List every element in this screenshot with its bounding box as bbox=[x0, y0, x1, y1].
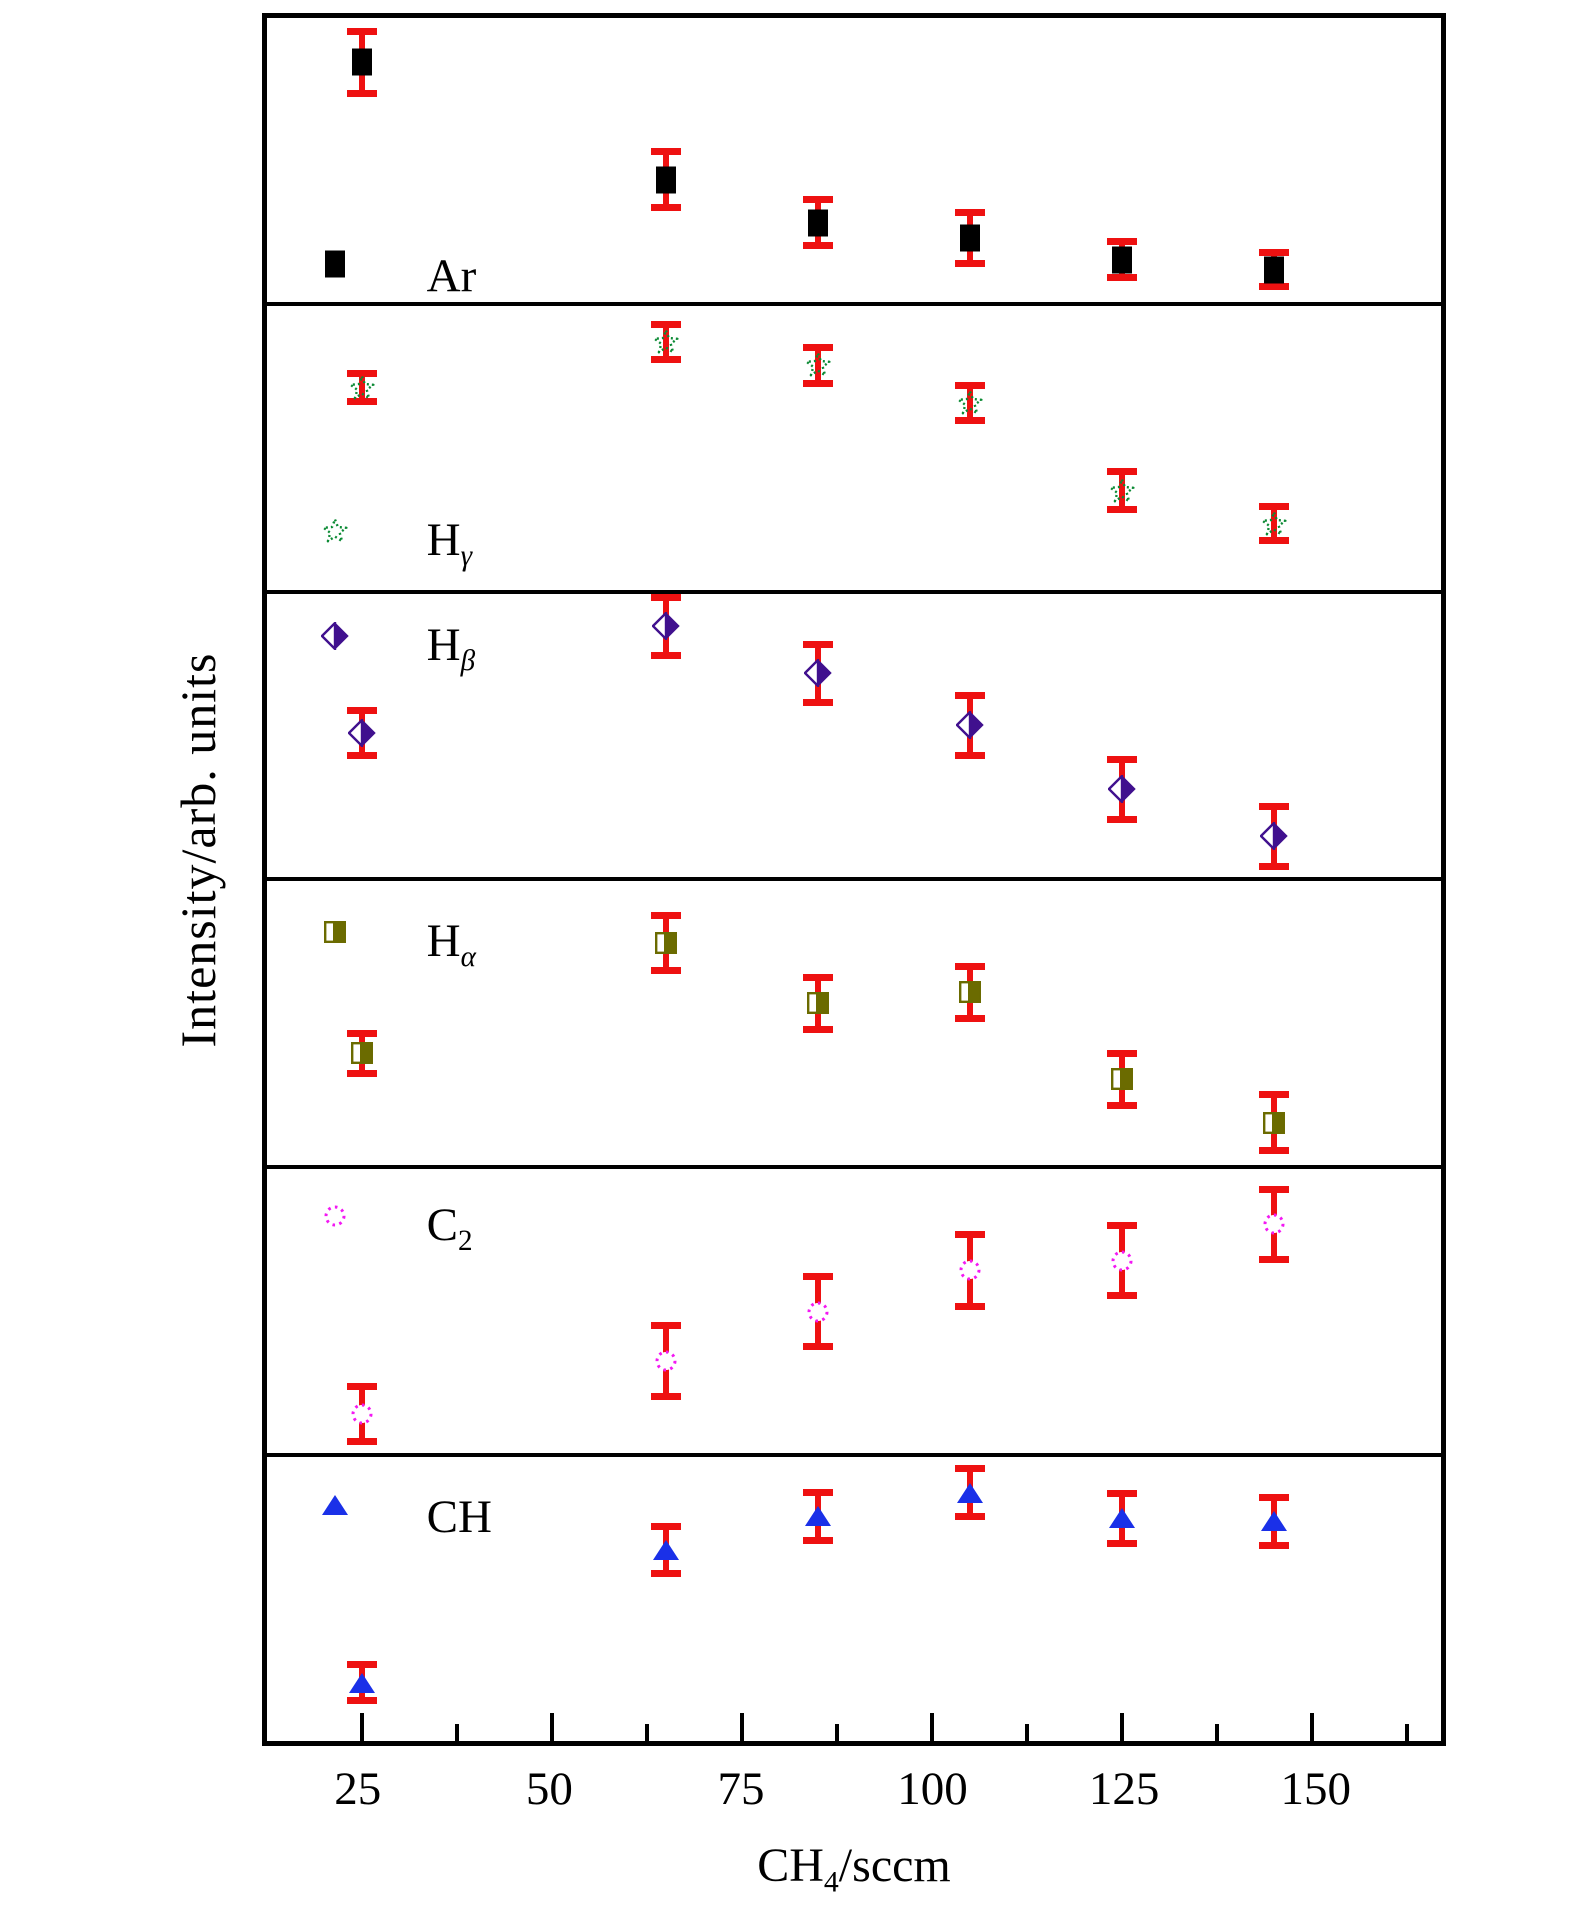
data-point-marker-CH bbox=[652, 1539, 680, 1561]
data-point-marker-H-beta bbox=[956, 711, 984, 739]
error-bar-cap-top bbox=[803, 641, 833, 648]
error-bar-cap-bottom bbox=[955, 1015, 985, 1022]
data-point-marker-H-beta bbox=[652, 612, 680, 640]
data-point-marker-C2 bbox=[654, 1349, 678, 1373]
error-bar-cap-top bbox=[955, 963, 985, 970]
data-point-marker-CH bbox=[956, 1482, 984, 1504]
error-bar-cap-bottom bbox=[803, 1343, 833, 1350]
error-bar-cap-top bbox=[347, 1030, 377, 1037]
error-bar-cap-bottom bbox=[955, 752, 985, 759]
y-axis-label: Intensity/arb. units bbox=[170, 652, 226, 1048]
error-bar-cap-bottom bbox=[803, 699, 833, 706]
data-point-marker-Ar bbox=[808, 209, 828, 236]
data-point-marker-H-gamma bbox=[1109, 478, 1135, 504]
error-bar-cap-top bbox=[1107, 468, 1137, 475]
error-bar-cap-bottom bbox=[1259, 1256, 1289, 1263]
C2-legend-symbol bbox=[323, 1204, 347, 1228]
error-bar-cap-bottom bbox=[1107, 1102, 1137, 1109]
H-alpha-legend-label-subscript: α bbox=[460, 941, 476, 974]
error-bar-cap-bottom bbox=[1259, 1542, 1289, 1549]
error-bar-cap-bottom bbox=[803, 1026, 833, 1033]
x-tick-label-50: 50 bbox=[525, 1763, 573, 1815]
error-bar-cap-top bbox=[347, 707, 377, 714]
H-gamma-legend-label-subscript: γ bbox=[460, 540, 473, 573]
error-bar-cap-top bbox=[803, 1273, 833, 1280]
error-bar-cap-top bbox=[1107, 1490, 1137, 1497]
error-bar-cap-top bbox=[955, 382, 985, 389]
data-point-marker-H-alpha bbox=[1263, 1112, 1285, 1134]
data-point-marker-Ar bbox=[1112, 246, 1132, 273]
x-axis-label-prefix: CH bbox=[757, 1839, 824, 1892]
error-bar-cap-top bbox=[651, 1523, 681, 1530]
data-point-marker-C2 bbox=[1110, 1249, 1134, 1273]
data-point-marker-C2 bbox=[806, 1300, 830, 1324]
x-axis-label bbox=[757, 1838, 951, 1899]
plot-frame bbox=[262, 13, 1446, 1746]
x-tick-label-75: 75 bbox=[717, 1763, 765, 1815]
error-bar-cap-top bbox=[1259, 803, 1289, 810]
data-point-marker-C2 bbox=[350, 1402, 374, 1426]
error-bar-cap-top bbox=[1107, 1050, 1137, 1057]
H-beta-legend-label-text: H bbox=[426, 618, 461, 671]
error-bar-cap-top bbox=[347, 1661, 377, 1668]
Ar-legend-label-text: Ar bbox=[426, 249, 477, 302]
data-point-marker-H-gamma bbox=[1261, 511, 1287, 537]
data-point-marker-CH bbox=[804, 1505, 832, 1527]
Ar-legend-label bbox=[427, 249, 477, 303]
error-bar-cap-bottom bbox=[651, 204, 681, 211]
H-beta-legend-symbol bbox=[321, 622, 349, 650]
H-gamma-legend-label-text: H bbox=[426, 514, 461, 567]
error-bar-cap-bottom bbox=[803, 1537, 833, 1544]
error-bar-cap-bottom bbox=[955, 260, 985, 267]
H-gamma-legend-symbol bbox=[322, 518, 348, 544]
error-bar-cap-bottom bbox=[347, 1697, 377, 1704]
data-point-marker-H-beta bbox=[804, 659, 832, 687]
H-beta-legend-label-subscript: β bbox=[460, 645, 476, 678]
panel-H-gamma bbox=[267, 302, 1441, 590]
x-tick-label-150: 150 bbox=[1280, 1763, 1351, 1815]
error-bar-cap-top bbox=[1259, 1091, 1289, 1098]
panel-H-alpha bbox=[267, 877, 1441, 1165]
panel-C2 bbox=[267, 1165, 1441, 1453]
error-bar-cap-top bbox=[1259, 1494, 1289, 1501]
H-gamma-legend-label bbox=[427, 513, 472, 573]
data-point-marker-CH bbox=[1260, 1510, 1288, 1532]
error-bar-cap-bottom bbox=[1107, 1540, 1137, 1547]
H-alpha-legend-label-text: H bbox=[426, 914, 461, 967]
error-bar-cap-top bbox=[803, 344, 833, 351]
data-point-marker-C2 bbox=[1262, 1212, 1286, 1236]
C2-legend-label-text: C bbox=[426, 1199, 459, 1252]
data-point-marker-H-beta bbox=[1108, 775, 1136, 803]
error-bar-cap-top bbox=[651, 148, 681, 155]
CH-legend-label-text: CH bbox=[426, 1490, 492, 1543]
error-bar-cap-bottom bbox=[803, 380, 833, 387]
data-point-marker-H-gamma bbox=[653, 329, 679, 355]
error-bar-cap-top bbox=[803, 974, 833, 981]
error-bar-cap-top bbox=[1107, 238, 1137, 245]
data-point-marker-Ar bbox=[352, 49, 372, 76]
x-tick-labels bbox=[262, 1762, 1446, 1822]
panel-Ar bbox=[267, 18, 1441, 302]
error-bar-cap-bottom bbox=[955, 417, 985, 424]
error-bar-cap-bottom bbox=[651, 967, 681, 974]
x-tick-label-125: 125 bbox=[1088, 1763, 1160, 1815]
error-bar-cap-bottom bbox=[651, 1570, 681, 1577]
data-point-marker-H-gamma bbox=[957, 390, 983, 416]
plot-panels bbox=[267, 18, 1441, 1741]
H-alpha-legend-symbol bbox=[324, 921, 346, 943]
C2-legend-label bbox=[427, 1198, 473, 1258]
data-point-marker-Ar bbox=[960, 224, 980, 251]
error-bar-cap-top bbox=[651, 321, 681, 328]
x-tick-label-25: 25 bbox=[334, 1763, 382, 1815]
error-bar-cap-bottom bbox=[955, 1513, 985, 1520]
error-bar-cap-bottom bbox=[347, 1070, 377, 1077]
H-beta-legend-label bbox=[427, 618, 475, 678]
error-bar-cap-top bbox=[955, 1231, 985, 1238]
error-bar-cap-top bbox=[1259, 249, 1289, 256]
error-bar-cap-bottom bbox=[1107, 506, 1137, 513]
error-bar-cap-bottom bbox=[651, 356, 681, 363]
CH-legend-label bbox=[427, 1490, 492, 1544]
data-point-marker-H-alpha bbox=[807, 992, 829, 1014]
error-bar-cap-top bbox=[955, 209, 985, 216]
data-point-marker-H-alpha bbox=[655, 932, 677, 954]
data-point-marker-H-beta bbox=[348, 719, 376, 747]
error-bar-cap-top bbox=[1259, 1186, 1289, 1193]
error-bar-cap-top bbox=[1107, 756, 1137, 763]
error-bar-cap-bottom bbox=[347, 90, 377, 97]
error-bar-cap-bottom bbox=[1107, 1292, 1137, 1299]
error-bar-cap-top bbox=[651, 1322, 681, 1329]
error-bar-cap-bottom bbox=[1107, 816, 1137, 823]
x-axis-label-subscript: 4 bbox=[823, 1865, 839, 1899]
error-bar-cap-bottom bbox=[347, 1438, 377, 1445]
x-tick-label-100: 100 bbox=[897, 1763, 968, 1815]
Ar-legend-symbol bbox=[325, 250, 345, 277]
data-point-marker-CH bbox=[348, 1672, 376, 1694]
C2-legend-label-subscript: 2 bbox=[458, 1225, 473, 1258]
data-point-marker-CH bbox=[1108, 1507, 1136, 1529]
data-point-marker-H-alpha bbox=[351, 1042, 373, 1064]
data-point-marker-H-alpha bbox=[1111, 1068, 1133, 1090]
error-bar-cap-top bbox=[651, 594, 681, 601]
data-point-marker-H-beta bbox=[1260, 822, 1288, 850]
error-bar-cap-bottom bbox=[1107, 274, 1137, 281]
data-point-marker-Ar bbox=[656, 166, 676, 193]
error-bar-cap-top bbox=[651, 912, 681, 919]
error-bar-cap-top bbox=[347, 28, 377, 35]
error-bar-cap-top bbox=[955, 1465, 985, 1472]
error-bar-cap-top bbox=[1107, 1222, 1137, 1229]
error-bar-cap-bottom bbox=[651, 652, 681, 659]
data-point-marker-H-gamma bbox=[349, 375, 375, 401]
panel-CH bbox=[267, 1453, 1441, 1741]
error-bar-cap-top bbox=[803, 196, 833, 203]
data-point-marker-H-alpha bbox=[959, 981, 981, 1003]
error-bar-cap-top bbox=[955, 692, 985, 699]
CH-legend-symbol bbox=[321, 1494, 349, 1516]
error-bar-cap-bottom bbox=[1259, 1147, 1289, 1154]
error-bar-cap-bottom bbox=[1259, 537, 1289, 544]
error-bar-cap-bottom bbox=[955, 1303, 985, 1310]
x-axis-label-suffix: /sccm bbox=[838, 1839, 951, 1892]
H-alpha-legend-label bbox=[427, 914, 476, 974]
error-bar-cap-bottom bbox=[1259, 863, 1289, 870]
error-bar-cap-top bbox=[1259, 503, 1289, 510]
error-bar-cap-bottom bbox=[803, 242, 833, 249]
error-bar-cap-top bbox=[803, 1489, 833, 1496]
panel-H-beta bbox=[267, 590, 1441, 878]
error-bar-cap-top bbox=[347, 1383, 377, 1390]
data-point-marker-C2 bbox=[958, 1258, 982, 1282]
error-bar-cap-bottom bbox=[1259, 283, 1289, 290]
data-point-marker-Ar bbox=[1264, 256, 1284, 283]
error-bar-cap-bottom bbox=[347, 752, 377, 759]
error-bar-cap-bottom bbox=[651, 1393, 681, 1400]
data-point-marker-H-gamma bbox=[805, 352, 831, 378]
